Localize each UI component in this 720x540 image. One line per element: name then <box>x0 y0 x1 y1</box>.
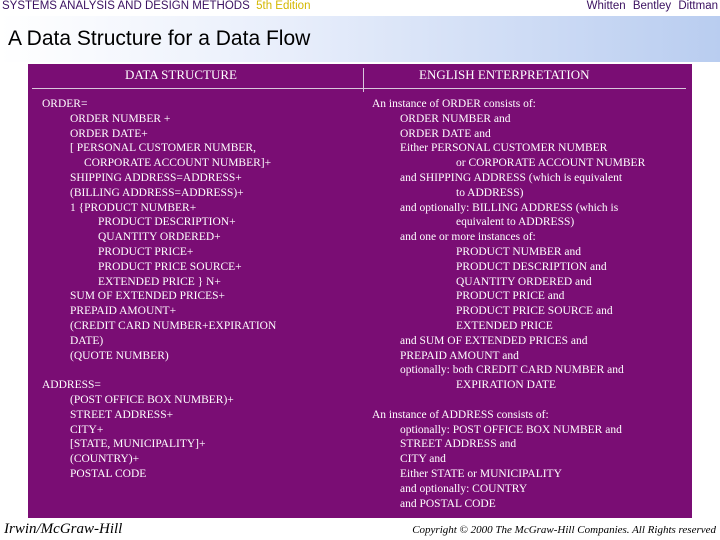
data-structure-line: ADDRESS= <box>42 379 101 392</box>
interpretation-line: PRODUCT PRICE and <box>456 290 565 303</box>
data-structure-line: (POST OFFICE BOX NUMBER)+ <box>70 393 234 406</box>
data-structure-line: DATE) <box>70 334 104 347</box>
header-divider <box>32 88 686 89</box>
interpretation-line: optionally: both CREDIT CARD NUMBER and <box>400 364 624 377</box>
data-structure-line: PRODUCT PRICE SOURCE+ <box>98 260 242 273</box>
book-title-line <box>2 0 310 12</box>
data-structure-line <box>42 363 276 378</box>
data-structure-line: SUM OF EXTENDED PRICES+ <box>70 290 226 303</box>
interpretation-line: An instance of ADDRESS consists of: <box>372 408 549 421</box>
interpretation-line: Either PERSONAL CUSTOMER NUMBER <box>400 142 608 155</box>
interpretation-line: and optionally: BILLING ADDRESS (which is <box>400 201 619 214</box>
interpretation-line: CITY and <box>400 453 446 466</box>
data-structure-line: POSTAL CODE <box>70 467 147 480</box>
data-structure-line: (BILLING ADDRESS=ADDRESS)+ <box>70 186 244 199</box>
data-structure-line: ORDER DATE+ <box>70 127 148 140</box>
data-structure-line: PREPAID AMOUNT+ <box>70 305 177 318</box>
authors-label: Whitten Bentley Dittman <box>586 0 718 12</box>
data-structure-line: (QUOTE NUMBER) <box>70 349 169 362</box>
data-structure-line: [STATE, MUNICIPALITY]+ <box>70 438 206 451</box>
data-structure-line: CITY+ <box>70 423 104 436</box>
interpretation-line: PRODUCT NUMBER and <box>456 245 582 258</box>
data-structure-line: EXTENDED PRICE } N+ <box>98 275 221 288</box>
top-header-bar <box>0 0 720 15</box>
data-structure-line: PRODUCT PRICE+ <box>98 245 194 258</box>
interpretation-line: and one or more instances of: <box>400 231 536 244</box>
interpretation-line: and optionally: COUNTRY <box>400 482 528 495</box>
data-structure-line: ORDER NUMBER + <box>70 112 171 125</box>
edition-label: 5th Edition <box>256 0 311 12</box>
interpretation-line: An instance of ORDER consists of: <box>372 98 536 110</box>
interpretation-line: ORDER DATE and <box>400 127 491 140</box>
data-structure-table <box>28 64 692 518</box>
interpretation-column <box>372 97 645 511</box>
copyright-notice: Copyright © 2000 The McGraw-Hill Companies. All Rights reserved <box>412 524 716 536</box>
interpretation-line: QUANTITY ORDERED and <box>456 275 592 288</box>
data-structure-line: QUANTITY ORDERED+ <box>98 231 221 244</box>
data-structure-line: PRODUCT DESCRIPTION+ <box>98 216 236 229</box>
interpretation-line: optionally: POST OFFICE BOX NUMBER and <box>400 423 622 436</box>
interpretation-line: EXPIRATION DATE <box>456 379 556 392</box>
data-structure-line: (CREDIT CARD NUMBER+EXPIRATION <box>70 319 277 332</box>
data-structure-column <box>42 97 276 482</box>
data-structure-line: STREET ADDRESS+ <box>70 408 174 421</box>
interpretation-line: or CORPORATE ACCOUNT NUMBER <box>456 157 646 170</box>
interpretation-line <box>372 393 645 408</box>
interpretation-line: PREPAID AMOUNT and <box>400 349 519 362</box>
data-structure-line: CORPORATE ACCOUNT NUMBER]+ <box>84 157 272 170</box>
interpretation-line: ORDER NUMBER and <box>400 112 511 125</box>
interpretation-line: and SHIPPING ADDRESS (which is equivalent <box>400 171 623 184</box>
book-title: SYSTEMS ANALYSIS AND DESIGN METHODS <box>2 0 250 12</box>
slide-title-bar <box>0 16 720 62</box>
data-structure-line: 1 {PRODUCT NUMBER+ <box>70 201 197 214</box>
column-header-data-structure: DATA STRUCTURE <box>125 67 237 82</box>
slide-title: A Data Structure for a Data Flow <box>8 27 311 50</box>
data-structure-line: SHIPPING ADDRESS=ADDRESS+ <box>70 171 242 184</box>
data-structure-line: [ PERSONAL CUSTOMER NUMBER, <box>70 142 256 155</box>
interpretation-line: and POSTAL CODE <box>400 497 496 510</box>
data-structure-line: (COUNTRY)+ <box>70 453 140 466</box>
publisher-label: Irwin/McGraw-Hill <box>4 521 123 537</box>
interpretation-line: PRODUCT PRICE SOURCE and <box>456 305 613 318</box>
interpretation-line: Either STATE or MUNICIPALITY <box>400 467 562 480</box>
data-structure-line: ORDER= <box>42 98 88 110</box>
interpretation-line: PRODUCT DESCRIPTION and <box>456 260 607 273</box>
interpretation-line: to ADDRESS) <box>456 186 524 199</box>
interpretation-line: STREET ADDRESS and <box>400 438 517 451</box>
interpretation-line: and SUM OF EXTENDED PRICES and <box>400 334 588 347</box>
column-header-english-interpretation: ENGLISH ENTERPRETATION <box>419 67 590 82</box>
interpretation-line: equivalent to ADDRESS) <box>456 216 575 229</box>
interpretation-line: EXTENDED PRICE <box>456 319 553 332</box>
